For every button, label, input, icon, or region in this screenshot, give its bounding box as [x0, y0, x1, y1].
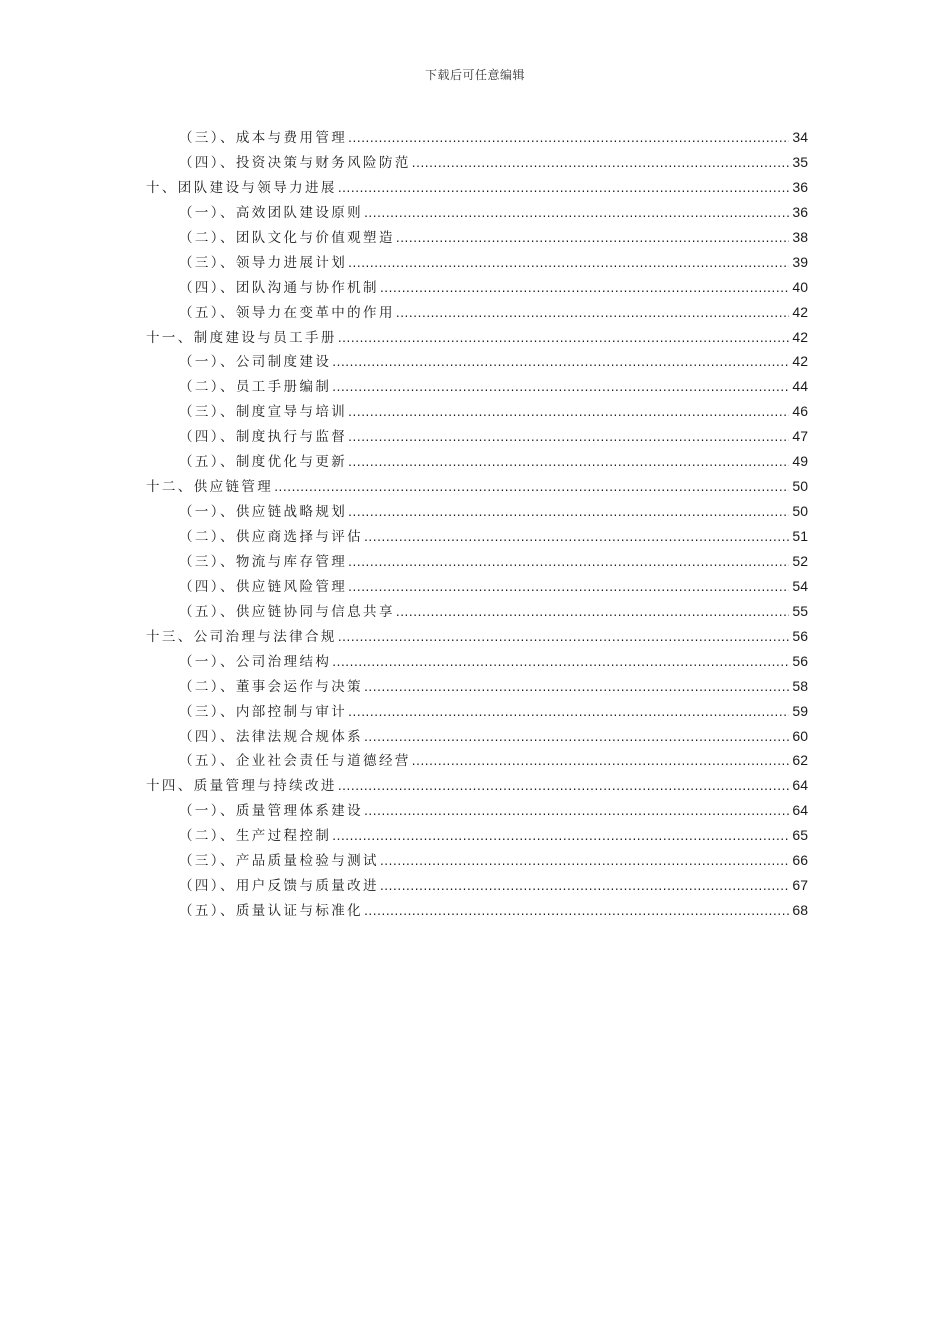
toc-section-entry[interactable] [146, 574, 808, 599]
toc-page-number: 64 [792, 802, 808, 819]
toc-entry-title: （四）、用户反馈与质量改进 [179, 878, 379, 895]
toc-entry-title: （四）、制度执行与监督 [179, 429, 348, 446]
toc-dot-leader [348, 550, 789, 575]
toc-section-entry[interactable] [146, 200, 808, 225]
toc-page-number: 59 [792, 702, 808, 719]
toc-chapter-entry[interactable] [146, 773, 808, 798]
toc-section-entry[interactable] [146, 499, 808, 524]
toc-dot-leader [348, 575, 789, 600]
toc-entry-title: （二）、生产过程控制 [179, 828, 332, 845]
toc-page-number: 56 [792, 627, 808, 644]
toc-section-entry[interactable] [146, 649, 808, 674]
toc-dot-leader [364, 525, 789, 550]
toc-section-entry[interactable] [146, 275, 808, 300]
table-of-contents [146, 125, 808, 923]
toc-section-entry[interactable] [146, 125, 808, 150]
toc-entry-title: （二）、员工手册编制 [179, 379, 332, 396]
toc-dot-leader [380, 276, 789, 301]
toc-dot-leader [348, 251, 789, 276]
toc-section-entry[interactable] [146, 798, 808, 823]
toc-dot-leader [338, 774, 789, 799]
toc-dot-leader [348, 700, 789, 725]
toc-section-entry[interactable] [146, 449, 808, 474]
toc-page-number: 51 [792, 528, 808, 544]
toc-dot-leader [274, 475, 789, 500]
toc-entry-title: 十三、公司治理与法律合规 [146, 628, 337, 645]
toc-page-number: 60 [792, 727, 808, 744]
toc-chapter-entry[interactable] [146, 325, 808, 350]
toc-dot-leader [332, 375, 789, 400]
toc-section-entry[interactable] [146, 300, 808, 325]
toc-page-number: 50 [792, 503, 808, 520]
toc-section-entry[interactable] [146, 150, 808, 175]
toc-dot-leader [396, 226, 789, 251]
toc-page-number: 42 [792, 328, 808, 345]
toc-dot-leader [364, 201, 789, 226]
toc-entry-title: （一）、高效团队建设原则 [179, 204, 364, 221]
toc-dot-leader [348, 400, 789, 425]
toc-page-number: 46 [792, 403, 808, 420]
toc-dot-leader [364, 725, 789, 750]
toc-entry-title: （二）、供应商选择与评估 [179, 529, 364, 545]
toc-entry-title: 十四、质量管理与持续改进 [146, 778, 337, 795]
toc-page-number: 65 [792, 827, 808, 844]
toc-dot-leader [338, 176, 789, 201]
toc-section-entry[interactable] [146, 349, 808, 374]
page-header: 下载后可任意编辑 [424, 68, 525, 82]
toc-section-entry[interactable] [146, 823, 808, 848]
toc-entry-title: （五）、领导力在变革中的作用 [179, 304, 395, 321]
toc-section-entry[interactable] [146, 250, 808, 275]
toc-section-entry[interactable] [146, 374, 808, 399]
toc-dot-leader [348, 500, 789, 525]
toc-page-number: 68 [792, 902, 808, 919]
toc-page-number: 44 [792, 378, 808, 395]
toc-entry-title: （四）、法律法规合规体系 [179, 728, 364, 745]
toc-page-number: 55 [792, 602, 808, 619]
toc-entry-title: 十、团队建设与领导力进展 [146, 179, 337, 196]
toc-section-entry[interactable] [146, 225, 808, 250]
toc-entry-title: （二）、董事会运作与决策 [179, 678, 364, 695]
toc-entry-title: （五）、制度优化与更新 [179, 454, 348, 471]
toc-page-number: 56 [792, 652, 808, 669]
toc-entry-title: （三）、内部控制与审计 [179, 703, 348, 720]
toc-dot-leader [380, 874, 789, 899]
toc-entry-title: （三）、制度宣导与培训 [179, 404, 348, 421]
toc-entry-title: （四）、投资决策与财务风险防范 [179, 154, 411, 171]
toc-dot-leader [338, 625, 789, 650]
toc-entry-title: 十二、供应链管理 [146, 479, 274, 496]
toc-page-number: 64 [792, 777, 808, 794]
toc-chapter-entry[interactable] [146, 175, 808, 200]
toc-section-entry[interactable] [146, 399, 808, 424]
toc-section-entry[interactable] [146, 699, 808, 724]
toc-chapter-entry[interactable] [146, 624, 808, 649]
toc-page-number: 52 [792, 552, 808, 569]
toc-section-entry[interactable] [146, 424, 808, 449]
toc-section-entry[interactable] [146, 898, 808, 923]
toc-page-number: 34 [792, 129, 808, 145]
toc-entry-title: （二）、团队文化与价值观塑造 [179, 229, 395, 246]
toc-entry-title: （三）、成本与费用管理 [179, 130, 348, 146]
toc-dot-leader [332, 824, 789, 849]
toc-dot-leader [380, 849, 789, 874]
toc-page-number: 42 [792, 353, 808, 370]
toc-section-entry[interactable] [146, 549, 808, 574]
toc-page-number: 47 [792, 428, 808, 445]
toc-entry-title: （一）、供应链战略规划 [179, 504, 348, 521]
toc-section-entry[interactable] [146, 674, 808, 699]
toc-entry-title: （四）、供应链风险管理 [179, 578, 348, 595]
toc-dot-leader [412, 151, 789, 176]
toc-entry-title: （五）、供应链协同与信息共享 [179, 603, 395, 620]
toc-page-number: 54 [792, 577, 808, 594]
toc-page-number: 62 [792, 752, 808, 769]
toc-dot-leader [364, 799, 789, 824]
toc-page-number: 42 [792, 303, 808, 320]
toc-page-number: 58 [792, 677, 808, 694]
toc-entry-title: （一）、公司制度建设 [179, 354, 332, 371]
toc-dot-leader [348, 425, 789, 450]
toc-dot-leader [364, 899, 789, 924]
toc-dot-leader [348, 126, 789, 151]
toc-section-entry[interactable] [146, 599, 808, 624]
toc-page-number: 66 [792, 852, 808, 869]
toc-section-entry[interactable] [146, 873, 808, 898]
toc-page-number: 36 [792, 178, 808, 195]
toc-page-number: 67 [792, 877, 808, 894]
toc-dot-leader [338, 326, 789, 351]
toc-page-number: 40 [792, 278, 808, 295]
toc-section-entry[interactable] [146, 848, 808, 873]
toc-dot-leader [332, 350, 789, 375]
toc-entry-title: （三）、产品质量检验与测试 [179, 853, 379, 870]
toc-page-number: 50 [792, 478, 808, 495]
toc-page-number: 49 [792, 453, 808, 470]
toc-section-entry[interactable] [146, 748, 808, 773]
toc-chapter-entry[interactable] [146, 474, 808, 499]
toc-page-number: 35 [792, 153, 808, 170]
toc-page-number: 38 [792, 228, 808, 245]
toc-entry-title: （四）、团队沟通与协作机制 [179, 279, 379, 296]
toc-section-entry[interactable] [146, 524, 808, 549]
toc-entry-title: （一）、公司治理结构 [179, 653, 332, 670]
toc-dot-leader [396, 301, 789, 326]
toc-page-number: 36 [792, 203, 808, 220]
toc-entry-title: （三）、物流与库存管理 [179, 553, 348, 570]
toc-entry-title: （一）、质量管理体系建设 [179, 803, 364, 820]
toc-dot-leader [396, 600, 789, 625]
toc-entry-title: 十一、制度建设与员工手册 [146, 329, 337, 346]
toc-page-number: 39 [792, 253, 808, 270]
toc-entry-title: （三）、领导力进展计划 [179, 254, 348, 271]
toc-entry-title: （五）、企业社会责任与道德经营 [179, 753, 411, 770]
toc-entry-title: （五）、质量认证与标准化 [179, 903, 364, 920]
toc-dot-leader [412, 749, 789, 774]
toc-dot-leader [332, 650, 789, 675]
toc-dot-leader [364, 675, 789, 700]
toc-section-entry[interactable] [146, 724, 808, 749]
toc-dot-leader [348, 450, 789, 475]
